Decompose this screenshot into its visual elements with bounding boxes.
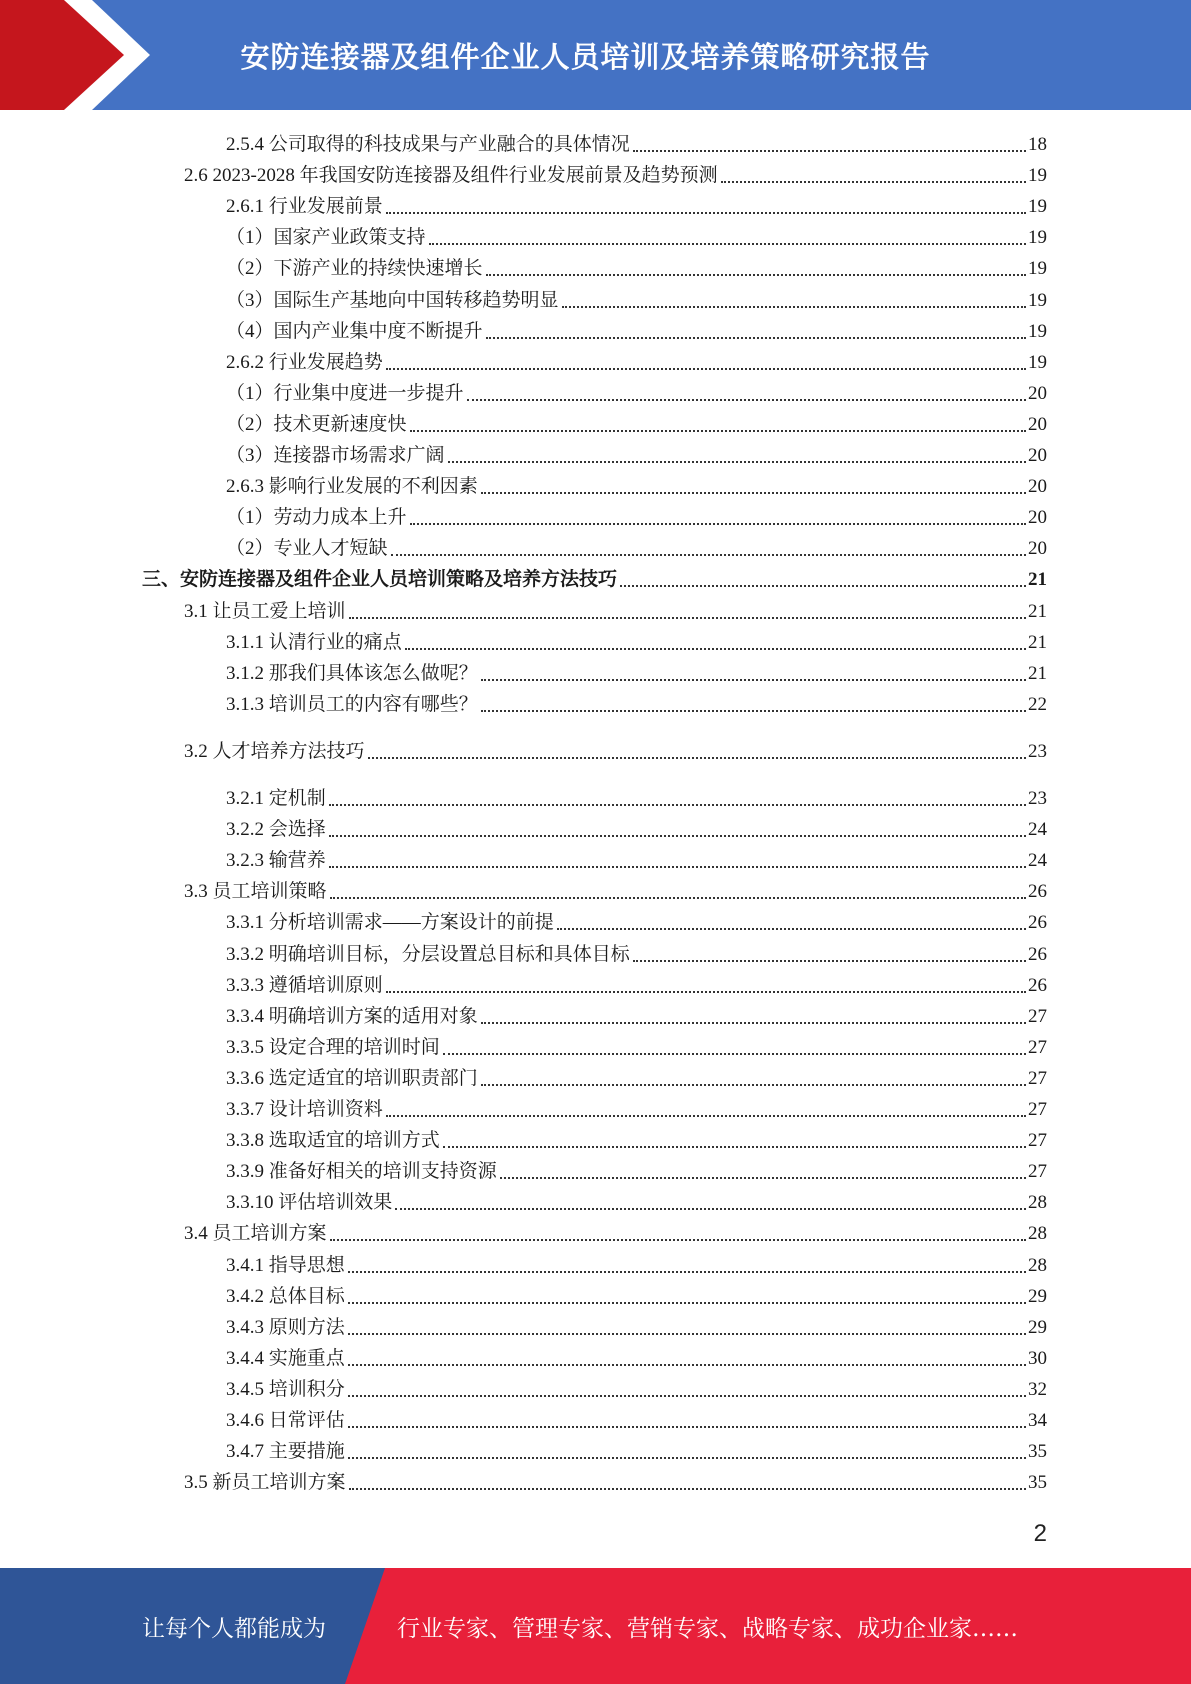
toc-entry-title: 2.6.1 行业发展前景: [226, 196, 383, 218]
toc-dot-leader: [386, 1115, 1026, 1117]
toc-entry-title: 3.3.7 设计培训资料: [226, 1099, 383, 1120]
toc-entry-page: 35: [1028, 1441, 1047, 1463]
toc-entry-page: 32: [1028, 1378, 1047, 1400]
toc-entry[interactable]: [226, 1184, 1047, 1215]
toc-entry-title: 3.3 员工培训策略: [184, 881, 327, 903]
toc-entry-page: 19: [1028, 289, 1047, 311]
toc-entry[interactable]: [226, 282, 1047, 313]
toc-entry-page: 19: [1028, 258, 1047, 280]
toc-entry-title: 三、安防连接器及组件企业人员培训策略及培养方法技巧: [142, 569, 618, 591]
toc-entry-page: 24: [1028, 850, 1047, 872]
toc-dot-leader: [481, 1022, 1026, 1024]
toc-dot-leader: [348, 1395, 1026, 1397]
toc-entry-page: 20: [1028, 445, 1047, 466]
toc-entry-title: 2.5.4 公司取得的科技成果与产业融合的具体情况: [226, 134, 630, 155]
toc-entry-title: 3.3.5 设定合理的培训时间: [226, 1036, 440, 1058]
toc-entry-page: 21: [1028, 631, 1047, 653]
toc-entry-page: 18: [1028, 134, 1047, 155]
toc-entry-title: 3.1.1 认清行业的痛点: [226, 631, 402, 653]
toc-entry-title: 3.4.3 原则方法: [226, 1316, 345, 1338]
toc-entry-title: 3.2.1 定机制: [226, 788, 326, 809]
toc-entry[interactable]: [226, 1433, 1047, 1464]
toc-entry[interactable]: [226, 1060, 1047, 1091]
toc-dot-leader: [329, 835, 1026, 837]
toc-entry-title: 3.4.5 培训积分: [226, 1378, 345, 1400]
report-title: 安防连接器及组件企业人员培训及培养策略研究报告: [240, 39, 931, 74]
toc-entry-title: （4）国内产业集中度不断提升: [226, 320, 483, 342]
toc-entry[interactable]: [226, 499, 1047, 530]
toc-entry[interactable]: [226, 1029, 1047, 1060]
toc-dot-leader: [562, 306, 1026, 308]
toc-entry-title: 3.3.9 准备好相关的培训支持资源: [226, 1161, 497, 1183]
toc-entry[interactable]: [226, 1371, 1047, 1402]
toc-dot-leader: [348, 1302, 1026, 1304]
toc-entry-page: 29: [1028, 1285, 1047, 1307]
toc-dot-leader: [721, 181, 1026, 183]
toc-entry-title: 3.3.1 分析培训需求——方案设计的前提: [226, 912, 554, 934]
toc-dot-leader: [481, 679, 1026, 681]
toc-entry-title: 3.4.4 实施重点: [226, 1347, 345, 1369]
toc-entry-title: （2）下游产业的持续快速增长: [226, 258, 483, 280]
toc-dot-leader: [620, 585, 1026, 587]
toc-entry-title: 3.5 新员工培训方案: [184, 1472, 346, 1494]
toc-dot-leader: [349, 1488, 1026, 1490]
toc-dot-leader: [386, 212, 1026, 214]
toc-dot-leader: [443, 1146, 1026, 1148]
toc-entry-page: 21: [1028, 662, 1047, 684]
toc-entry-page: 20: [1028, 538, 1047, 560]
toc-entry-page: 20: [1028, 413, 1047, 435]
toc-dot-leader: [481, 710, 1026, 712]
toc-entry-page: 27: [1028, 1099, 1047, 1120]
toc-dot-leader: [348, 1271, 1026, 1273]
toc-entry-page: 19: [1028, 196, 1047, 218]
toc-entry-title: 3.3.10 评估培训效果: [226, 1192, 393, 1214]
toc-dot-leader: [348, 1364, 1026, 1366]
toc-entry-title: 3.2 人才培养方法技巧: [184, 740, 365, 762]
toc-entry[interactable]: [226, 1247, 1047, 1278]
toc-entry-page: 20: [1028, 476, 1047, 498]
toc-entry-title: 3.3.4 明确培训方案的适用对象: [226, 1005, 478, 1027]
toc-dot-leader: [557, 928, 1026, 930]
toc-dot-leader: [329, 804, 1026, 806]
toc-entry[interactable]: [226, 904, 1047, 935]
page-header: [0, 0, 1191, 110]
toc-entry[interactable]: [226, 437, 1047, 468]
toc-entry[interactable]: [184, 873, 1047, 904]
toc-entry-title: 3.1.3 培训员工的内容有哪些？: [226, 693, 478, 715]
toc-entry-page: 22: [1028, 693, 1047, 715]
toc-entry-page: 20: [1028, 382, 1047, 404]
toc-entry[interactable]: [226, 967, 1047, 998]
toc-entry-page: 23: [1028, 788, 1047, 809]
toc-entry-page: 20: [1028, 507, 1047, 529]
toc-entry-page: 26: [1028, 974, 1047, 996]
toc-dot-leader: [443, 1053, 1026, 1055]
toc-entry-page: 28: [1028, 1223, 1047, 1245]
toc-dot-leader: [633, 150, 1026, 152]
toc-entry-page: 23: [1028, 740, 1047, 762]
toc-entry[interactable]: [226, 1278, 1047, 1309]
toc-dot-leader: [368, 757, 1026, 759]
toc-entry-page: 34: [1028, 1410, 1047, 1431]
footer-slogan-left: 让每个人都能成为: [142, 1615, 326, 1642]
toc-entry-title: 3.2.3 输营养: [226, 850, 326, 872]
toc-dot-leader: [448, 461, 1026, 463]
toc-dot-leader: [500, 1177, 1026, 1179]
toc-entry[interactable]: [226, 406, 1047, 437]
toc-entry-page: 29: [1028, 1316, 1047, 1338]
toc-entry-title: （1）劳动力成本上升: [226, 507, 407, 529]
toc-entry-page: 21: [1028, 600, 1047, 622]
toc-entry[interactable]: [226, 780, 1047, 811]
toc-entry[interactable]: [226, 1309, 1047, 1340]
toc-entry[interactable]: [226, 624, 1047, 655]
toc-entry-page: 28: [1028, 1192, 1047, 1214]
toc-entry-title: 2.6 2023-2028 年我国安防连接器及组件行业发展前景及趋势预测: [184, 165, 718, 187]
toc-entry-title: 3.4.1 指导思想: [226, 1254, 345, 1276]
toc-dot-leader: [467, 399, 1026, 401]
toc-dot-leader: [405, 648, 1026, 650]
toc-entry-title: （3）连接器市场需求广阔: [226, 445, 445, 466]
toc-dot-leader: [330, 1239, 1026, 1241]
toc-entry-title: （2）技术更新速度快: [226, 413, 407, 435]
toc-entry-title: 3.4.7 主要措施: [226, 1441, 345, 1463]
toc-entry-title: （1）行业集中度进一步提升: [226, 382, 464, 404]
toc-dot-leader: [486, 274, 1026, 276]
toc-entry[interactable]: [226, 998, 1047, 1029]
toc-entry-title: （2）专业人才短缺: [226, 538, 388, 560]
toc-entry[interactable]: [226, 1122, 1047, 1153]
toc-entry-title: 3.3.8 选取适宜的培训方式: [226, 1130, 440, 1152]
toc-entry-page: 30: [1028, 1347, 1047, 1369]
page-number: 2: [1033, 1520, 1047, 1547]
toc-entry-title: 2.6.2 行业发展趋势: [226, 351, 383, 373]
toc-entry[interactable]: [226, 655, 1047, 686]
toc-entry[interactable]: [226, 126, 1047, 157]
toc-dot-leader: [330, 897, 1026, 899]
toc-entry-page: 21: [1028, 569, 1047, 591]
toc-dot-leader: [391, 554, 1026, 556]
toc-entry-page: 27: [1028, 1067, 1047, 1089]
toc-entry-page: 24: [1028, 819, 1047, 841]
toc-entry[interactable]: [226, 1340, 1047, 1371]
toc-entry-page: 35: [1028, 1472, 1047, 1494]
toc-entry-page: 19: [1028, 351, 1047, 373]
toc-entry[interactable]: [142, 561, 1047, 592]
toc-dot-leader: [348, 1457, 1026, 1459]
toc-dot-leader: [395, 1208, 1026, 1210]
toc-entry[interactable]: [226, 219, 1047, 250]
toc-entry-title: 3.1.2 那我们具体该怎么做呢？: [226, 662, 478, 684]
toc-entry[interactable]: [226, 530, 1047, 561]
toc-entry[interactable]: [184, 1464, 1047, 1495]
toc-entry-title: （1）国家产业政策支持: [226, 227, 426, 249]
toc-entry-page: 19: [1028, 320, 1047, 342]
toc-entry[interactable]: [226, 375, 1047, 406]
toc-entry-title: 3.3.2 明确培训目标，分层设置总目标和具体目标: [226, 943, 630, 965]
toc-entry-page: 27: [1028, 1036, 1047, 1058]
toc-entry-title: 3.1 让员工爱上培训: [184, 600, 346, 622]
toc-entry-title: 3.4.2 总体目标: [226, 1285, 345, 1307]
toc-entry-page: 26: [1028, 943, 1047, 965]
toc-dot-leader: [486, 337, 1026, 339]
toc-entry[interactable]: [226, 250, 1047, 281]
toc-entry[interactable]: [226, 468, 1047, 499]
toc-dot-leader: [429, 243, 1026, 245]
toc-entry[interactable]: [226, 1153, 1047, 1184]
toc-entry[interactable]: [226, 313, 1047, 344]
toc-dot-leader: [348, 1333, 1026, 1335]
toc-entry[interactable]: [184, 1215, 1047, 1246]
toc-entry-page: 27: [1028, 1161, 1047, 1183]
toc-entry[interactable]: [226, 811, 1047, 842]
toc-entry[interactable]: [226, 1091, 1047, 1122]
toc-entry-title: 3.3.3 遵循培训原则: [226, 974, 383, 996]
toc-entry[interactable]: [184, 157, 1047, 188]
toc-entry[interactable]: [226, 936, 1047, 967]
toc-dot-leader: [329, 866, 1026, 868]
toc-dot-leader: [481, 1084, 1026, 1086]
toc-entry-page: 19: [1028, 165, 1047, 187]
toc-entry-title: 3.2.2 会选择: [226, 819, 326, 841]
toc-entry[interactable]: [226, 842, 1047, 873]
toc-entry-page: 26: [1028, 881, 1047, 903]
toc-entry-page: 27: [1028, 1005, 1047, 1027]
toc-entry[interactable]: [226, 686, 1047, 717]
toc-entry-page: 27: [1028, 1130, 1047, 1152]
toc-dot-leader: [633, 960, 1026, 962]
toc-entry[interactable]: [184, 593, 1047, 624]
toc-entry-page: 28: [1028, 1254, 1047, 1276]
toc-entry-title: 2.6.3 影响行业发展的不利因素: [226, 476, 478, 498]
toc-entry[interactable]: [184, 733, 1047, 764]
toc-entry[interactable]: [226, 188, 1047, 219]
toc-dot-leader: [481, 492, 1026, 494]
footer-slogan-right: 行业专家、管理专家、营销专家、战略专家、成功企业家……: [397, 1615, 1018, 1642]
toc-entry[interactable]: [226, 1402, 1047, 1433]
toc-dot-leader: [410, 430, 1026, 432]
toc-entry[interactable]: [226, 344, 1047, 375]
page-footer: [0, 1568, 1191, 1684]
toc-entry-title: 3.4.6 日常评估: [226, 1410, 345, 1431]
toc-dot-leader: [410, 523, 1026, 525]
toc-entry-page: 26: [1028, 912, 1047, 934]
toc-dot-leader: [349, 617, 1026, 619]
toc-entry-title: （3）国际生产基地向中国转移趋势明显: [226, 289, 559, 311]
toc-entry-title: 3.3.6 选定适宜的培训职责部门: [226, 1067, 478, 1089]
toc-dot-leader: [386, 368, 1026, 370]
toc-dot-leader: [386, 991, 1026, 993]
toc-entry-page: 19: [1028, 227, 1047, 249]
toc-dot-leader: [348, 1426, 1026, 1428]
toc-entry-title: 3.4 员工培训方案: [184, 1223, 327, 1245]
